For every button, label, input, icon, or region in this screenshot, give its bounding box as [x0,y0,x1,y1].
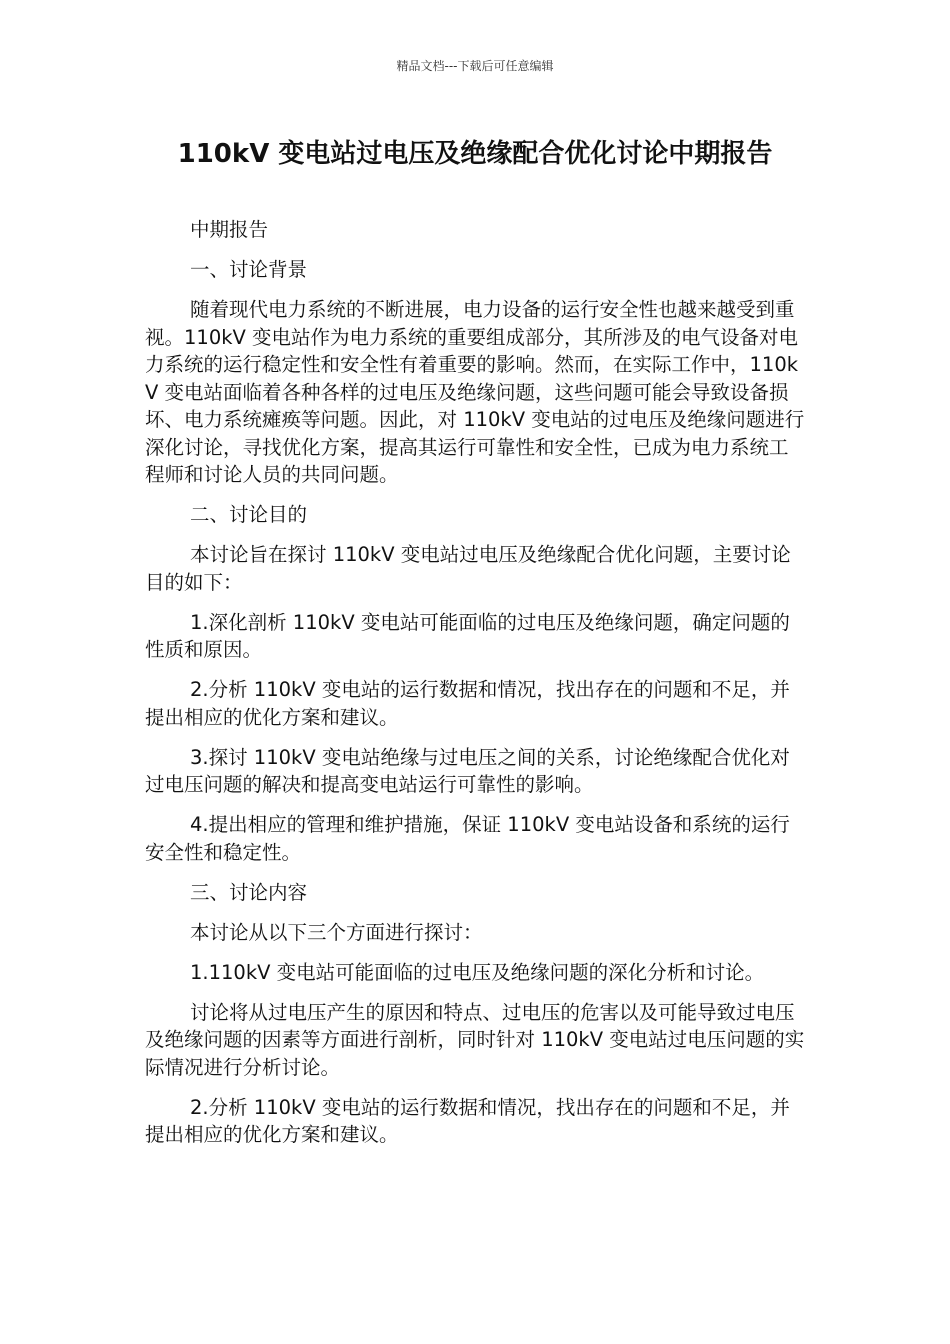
page-header-watermark: 精品文档---下载后可任意编辑 [396,59,554,73]
purpose-item-4: 4.提出相应的管理和维护措施，保证 110kV 变电站设备和系统的运行安全性和稳定性。 [145,813,790,864]
content-item-1: 1.110kV 变电站可能面临的过电压及绝缘问题的深化分析和讨论。 [190,960,765,984]
section-heading-purpose: 二、讨论目的 [190,503,308,526]
subtitle-midterm-report: 中期报告 [190,218,269,241]
paragraph-content-detail: 讨论将从过电压产生的原因和特点、过电压的危害以及可能导致过电压及绝缘问题的因素等方面进行剖析，同时针对 110kV 变电站过电压问题的实际情况进行分析讨论。 [145,1000,805,1079]
paragraph-purpose-intro: 本讨论旨在探讨 110kV 变电站过电压及绝缘配合优化问题，主要讨论目的如下： [145,543,791,594]
purpose-item-1: 1.深化剖析 110kV 变电站可能面临的过电压及绝缘问题，确定问题的性质和原因。 [145,610,790,661]
purpose-item-2: 2.分析 110kV 变电站的运行数据和情况，找出存在的问题和不足，并提出相应的优化方案和建议。 [145,678,790,729]
section-heading-content: 三、讨论内容 [190,880,308,904]
section-heading-background: 一、讨论背景 [190,258,308,281]
document-title: 110kV 变电站过电压及绝缘配合优化讨论中期报告 [177,139,773,169]
content-item-2: 2.分析 110kV 变电站的运行数据和情况，找出存在的问题和不足，并提出相应的优化方案和建议。 [145,1095,790,1146]
paragraph-content-intro: 本讨论从以下三个方面进行探讨： [190,920,483,944]
purpose-item-3: 3.探讨 110kV 变电站绝缘与过电压之间的关系，讨论绝缘配合优化对过电压问题的解决和提高变电站运行可靠性的影响。 [145,745,790,796]
document-body [145,216,805,1161]
paragraph-background: 随着现代电力系统的不断进展，电力设备的运行安全性也越来越受到重视。110kV 变电站作为电力系统的重要组成部分，其所涉及的电气设备对电力系统的运行稳定性和安全性有着重要的影响。然而，在实际工作中，110kV 变电站面临着各种各样的过电压及绝缘问题，这些问题可能会导致设备损坏、电力系统瘫痪等问题。因此，对 110kV 变电站的过电压及绝缘问题进行深化讨论，寻找优化方案，提高其运行可靠性和安全性，已成为电力系统工程师和讨论人员的共同问题。 [145,298,805,486]
